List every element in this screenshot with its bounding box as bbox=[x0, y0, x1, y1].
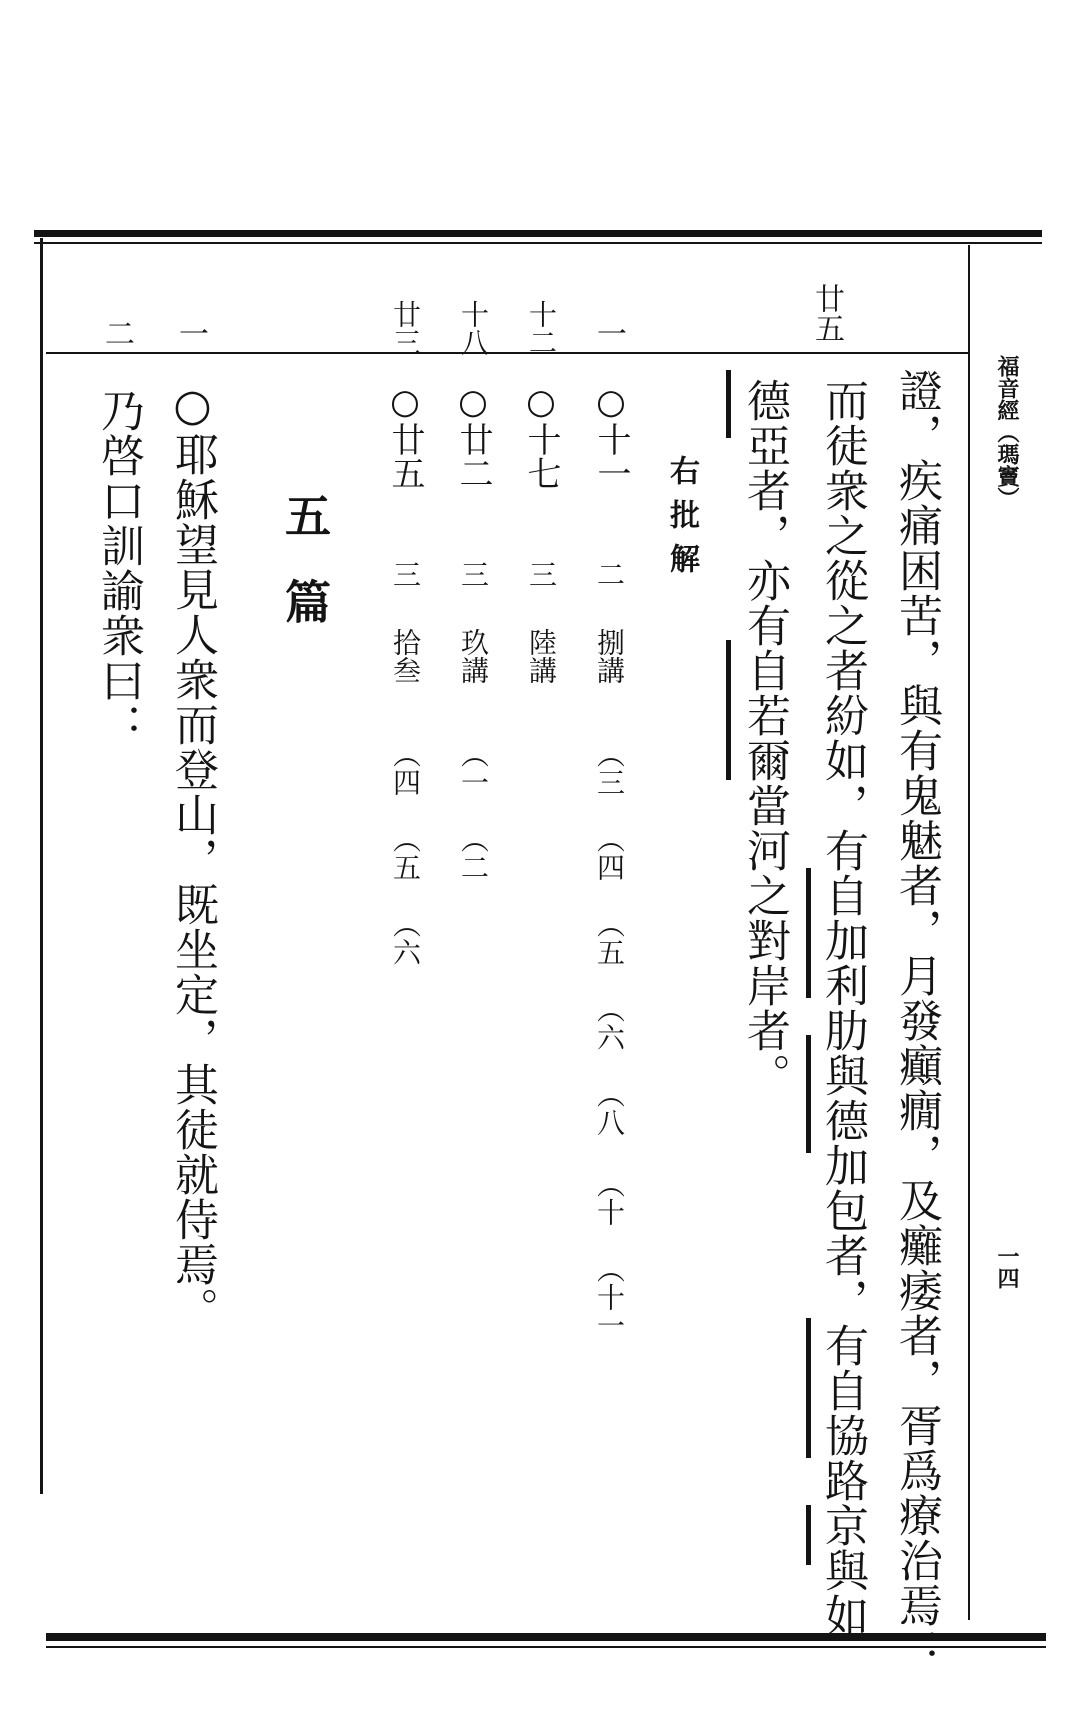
verse-number-2: 二 bbox=[99, 318, 134, 348]
parallel-cite: （十 bbox=[593, 1170, 626, 1226]
parallel-chapter: 三 bbox=[525, 560, 558, 588]
parallel-chapter: 二 bbox=[593, 560, 626, 588]
parallel-chapter: 三 bbox=[389, 560, 422, 588]
name-marker-bar bbox=[726, 640, 731, 780]
parallel-circle: ○十七 bbox=[521, 382, 561, 490]
parallel-cite: （四 bbox=[593, 825, 626, 881]
parallel-ref: 十八 bbox=[457, 300, 490, 356]
parallel-cite: （三 bbox=[593, 740, 626, 796]
parallel-book: 捌講 bbox=[593, 628, 626, 684]
name-marker-bar bbox=[806, 1318, 811, 1458]
verse-25-line-2: 而徒衆之從之者紛如，有自加利肋與德加包者，有自協路京與如 bbox=[817, 378, 868, 1638]
parallel-cite: （一 bbox=[457, 740, 490, 796]
parallel-cite: （五 bbox=[389, 825, 422, 881]
left-border bbox=[40, 238, 43, 1494]
name-marker-bar bbox=[726, 370, 731, 438]
parallel-cite: （六 bbox=[389, 910, 422, 966]
name-marker-bar bbox=[806, 868, 811, 998]
top-border-thick bbox=[34, 230, 1042, 237]
verse-2-text: 乃啓口訓諭衆曰： bbox=[93, 388, 144, 748]
verse-number-row-rule bbox=[46, 352, 968, 354]
page-number: 一四 bbox=[994, 1245, 1020, 1289]
verse-number-25: 廿五 bbox=[809, 283, 844, 343]
chapter-heading: 五篇 bbox=[278, 492, 332, 664]
verse-25-line-1: 證，疾痛困苦，與有鬼魅者，月發癲癇，及癱痿者，胥爲療治焉： bbox=[891, 368, 942, 1673]
parallel-book: 玖講 bbox=[457, 628, 490, 684]
parallel-cite: （四 bbox=[389, 740, 422, 796]
parallel-circle: ○廿二 bbox=[453, 382, 493, 490]
name-marker-bar bbox=[806, 1505, 811, 1565]
parallel-cite: （六 bbox=[593, 995, 626, 1051]
parallel-ref: 廿三 bbox=[389, 300, 422, 356]
parallel-ref: 一 bbox=[591, 318, 626, 348]
right-border bbox=[968, 245, 970, 1620]
parallels-title: 右批解 bbox=[664, 455, 699, 587]
parallel-cite: （八 bbox=[593, 1080, 626, 1136]
verse-number-1: 一 bbox=[173, 318, 208, 348]
parallel-chapter: 三 bbox=[457, 560, 490, 588]
running-title: 福音經（瑪竇） bbox=[994, 355, 1020, 509]
parallel-cite: （二 bbox=[457, 825, 490, 881]
parallel-cite: （十一 bbox=[593, 1255, 626, 1339]
parallel-book: 拾叁 bbox=[389, 628, 422, 684]
parallel-book: 陸講 bbox=[525, 628, 558, 684]
verse-1-text: ○耶穌望見人衆而登山，既坐定，其徒就侍焉。 bbox=[167, 380, 218, 1332]
parallel-circle: ○廿五 bbox=[385, 382, 425, 490]
verse-25-line-3: 德亞者，亦有自若爾當河之對岸者。 bbox=[739, 378, 790, 1098]
parallel-circle: ○十一 bbox=[591, 382, 631, 490]
name-marker-bar bbox=[806, 1035, 811, 1153]
parallel-cite: （五 bbox=[593, 910, 626, 966]
top-border-thin bbox=[34, 242, 1042, 244]
parallel-ref: 十二 bbox=[525, 300, 558, 356]
